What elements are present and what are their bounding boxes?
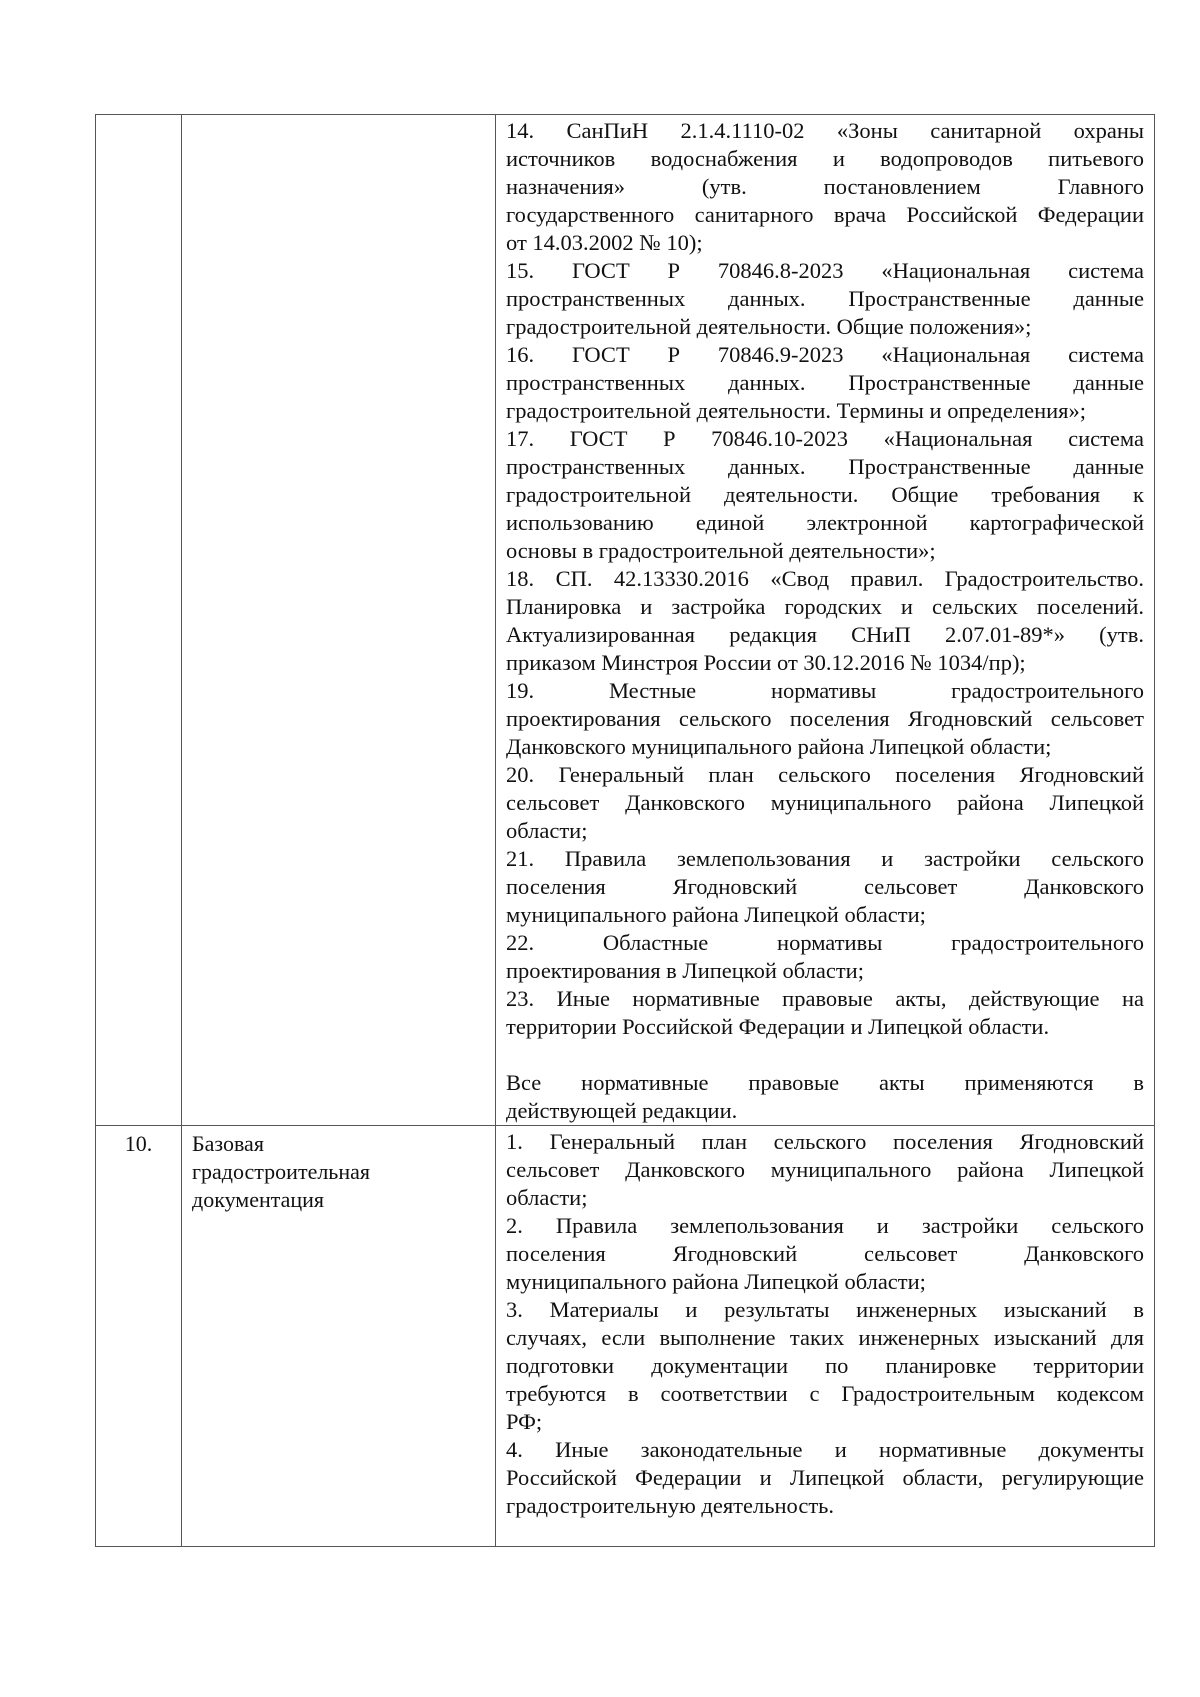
row-name-cell: [182, 115, 496, 1126]
paragraph-line: действующей редакции.: [506, 1098, 738, 1123]
row-number-cell: 10.: [96, 1126, 182, 1547]
row-name-line: Базовая: [192, 1131, 264, 1156]
row-content-cell: [496, 115, 1155, 1126]
row-name-line: градостроительная: [192, 1159, 370, 1184]
paragraph-line: 21. Правила землепользования и застройки сельского: [506, 846, 1144, 871]
paragraph-line: Планировка и застройка городских и сельских поселений.: [506, 594, 1144, 619]
paragraph-line: требуются в соответствии с Градостроительным кодексом: [506, 1381, 1144, 1406]
paragraph-line: пространственных данных. Пространственные данные: [506, 286, 1144, 311]
paragraph-line: приказом Минстроя России от 30.12.2016 № 1034/пр);: [506, 650, 1026, 675]
paragraph-line: 14. СанПиН 2.1.4.1110-02 «Зоны санитарной охраны: [506, 118, 1144, 143]
paragraph-line: муниципального района Липецкой области;: [506, 1269, 926, 1294]
paragraph-line: Данковского муниципального района Липецкой области;: [506, 734, 1052, 759]
paragraph-line: подготовки документации по планировке территории: [506, 1353, 1144, 1378]
paragraph-line: области;: [506, 818, 588, 843]
paragraph-line: случаях, если выполнение таких инженерных изысканий для: [506, 1325, 1144, 1350]
paragraph-line: градостроительную деятельность.: [506, 1493, 835, 1518]
row-name-cell: [182, 1126, 496, 1547]
paragraph-line: использованию единой электронной картографической: [506, 510, 1144, 535]
paragraph-line: градостроительной деятельности. Термины и определения»;: [506, 398, 1087, 423]
paragraph-line: области;: [506, 1185, 588, 1210]
paragraph-line: поселения Ягодновский сельсовет Данковского: [506, 1241, 1144, 1266]
paragraph-line: 15. ГОСТ Р 70846.8-2023 «Национальная система: [506, 258, 1144, 283]
paragraph-line: 1. Генеральный план сельского поселения Ягодновский: [506, 1129, 1144, 1154]
paragraph-line: Все нормативные правовые акты применяются в: [506, 1070, 1144, 1095]
paragraph-line: от 14.03.2002 № 10);: [506, 230, 703, 255]
paragraph-line: 2. Правила землепользования и застройки сельского: [506, 1213, 1144, 1238]
paragraph-line: РФ;: [506, 1409, 543, 1434]
paragraph-line: основы в градостроительной деятельности»;: [506, 538, 936, 563]
paragraph-line: 22. Областные нормативы градостроительного: [506, 930, 1144, 955]
row-number-cell: [96, 115, 182, 1126]
requirements-table: [95, 114, 1155, 1547]
blank-line: [506, 1041, 1144, 1069]
paragraph-line: проектирования сельского поселения Ягодновский сельсовет: [506, 706, 1144, 731]
paragraph-line: 16. ГОСТ Р 70846.9-2023 «Национальная система: [506, 342, 1144, 367]
paragraph-line: градостроительной деятельности. Общие положения»;: [506, 314, 1032, 339]
paragraph-line: Российской Федерации и Липецкой области, регулирующие: [506, 1465, 1144, 1490]
paragraph-line: градостроительной деятельности. Общие требования к: [506, 482, 1144, 507]
paragraph-line: 3. Материалы и результаты инженерных изысканий в: [506, 1297, 1144, 1322]
row-content-cell: [496, 1126, 1155, 1547]
table-row: [96, 1126, 1155, 1547]
paragraph-line: источников водоснабжения и водопроводов питьевого: [506, 146, 1144, 171]
paragraph-line: 17. ГОСТ Р 70846.10-2023 «Национальная система: [506, 426, 1144, 451]
paragraph-line: 18. СП. 42.13330.2016 «Свод правил. Градостроительство.: [506, 566, 1144, 591]
paragraph-line: сельсовет Данковского муниципального района Липецкой: [506, 790, 1144, 815]
paragraph-line: поселения Ягодновский сельсовет Данковского: [506, 874, 1144, 899]
row-name-line: документация: [192, 1187, 325, 1212]
paragraph-line: 19. Местные нормативы градостроительного: [506, 678, 1144, 703]
paragraph-line: пространственных данных. Пространственные данные: [506, 454, 1144, 479]
paragraph-line: муниципального района Липецкой области;: [506, 902, 926, 927]
paragraph-line: пространственных данных. Пространственные данные: [506, 370, 1144, 395]
paragraph-line: территории Российской Федерации и Липецкой области.: [506, 1014, 1050, 1039]
paragraph-line: Актуализированная редакция СНиП 2.07.01-89*» (утв.: [506, 622, 1144, 647]
table-row: [96, 115, 1155, 1126]
paragraph-line: назначения» (утв. постановлением Главного: [506, 174, 1144, 199]
paragraph-line: сельсовет Данковского муниципального района Липецкой: [506, 1157, 1144, 1182]
paragraph-line: 23. Иные нормативные правовые акты, действующие на: [506, 986, 1144, 1011]
paragraph-line: проектирования в Липецкой области;: [506, 958, 864, 983]
paragraph-line: 20. Генеральный план сельского поселения Ягодновский: [506, 762, 1144, 787]
paragraph-line: 4. Иные законодательные и нормативные документы: [506, 1437, 1144, 1462]
paragraph-line: государственного санитарного врача Российской Федерации: [506, 202, 1144, 227]
